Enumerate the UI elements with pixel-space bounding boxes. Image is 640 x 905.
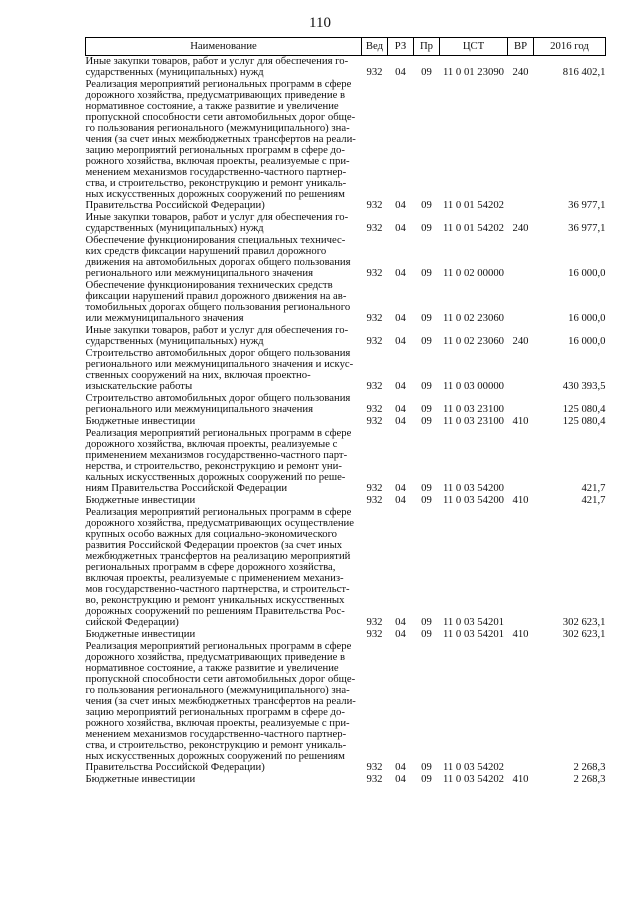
table-header-row — [86, 38, 606, 56]
row-vr — [508, 348, 534, 393]
table-row — [86, 774, 606, 786]
row-cst: 11 0 02 23060 — [442, 335, 505, 347]
row-name: Строительство автомобильных дорог общего пользования регионального или межмуниципального значения — [85, 392, 351, 415]
header-vr: ВР — [508, 38, 534, 56]
row-rz: 04 — [395, 380, 406, 392]
row-cst: 11 0 03 54200 — [442, 482, 505, 494]
row-amount: 36 977,1 — [568, 199, 606, 211]
row-amount: 16 000,0 — [568, 267, 606, 279]
header-ved: Вед — [362, 38, 388, 56]
row-rz: 04 — [395, 628, 406, 640]
row-rz: 04 — [395, 312, 406, 324]
row-vr — [508, 428, 534, 495]
table-row — [86, 641, 606, 774]
table-row — [86, 393, 606, 416]
row-name: Реализация мероприятий региональных программ в сфере дорожного хозяйства, предусматривающих приведение в нормативное состояние, а также развитие и увеличение пропускной способности сети автомобильных дорог обще- го пользования регионального (межмуниципального) зна- чения (за счет иных межбюджетных трансфертов на реали- зацию мероприятий региональных программ в сфере до- рожного хозяйства, включая проекты, реализуемые с при- менением механизмов государственно-частного партнер- ства, и строительство, реконструкцию и ремонт уникаль- ных искусственных дорожных сооружений по решениям Правительства Российской Федерации) — [85, 78, 356, 211]
row-cst: 11 0 03 23100 — [442, 403, 505, 415]
row-cst: 11 0 03 00000 — [442, 380, 505, 392]
row-amount: 16 000,0 — [568, 312, 606, 324]
row-cst: 11 0 03 54201 — [442, 628, 505, 640]
table-row — [86, 212, 606, 235]
row-amount: 816 402,1 — [562, 66, 606, 78]
row-rz: 04 — [395, 415, 406, 427]
row-vr: 410 — [512, 773, 529, 785]
row-pr: 09 — [421, 222, 432, 234]
row-name: Иные закупки товаров, работ и услуг для обеспечения го- сударственных (муниципальных) нужд — [85, 324, 349, 347]
row-ved: 932 — [366, 761, 383, 773]
table-row — [86, 507, 606, 629]
row-pr: 09 — [421, 773, 432, 785]
row-pr: 09 — [421, 482, 432, 494]
row-cst: 11 0 01 23090 — [442, 66, 505, 78]
table-row — [86, 79, 606, 212]
table-row — [86, 280, 606, 325]
row-cst: 11 0 03 54202 — [442, 773, 505, 785]
row-amount: 430 393,5 — [562, 380, 606, 392]
page-number: 110 — [309, 15, 331, 31]
row-ved: 932 — [366, 494, 383, 506]
table-row — [86, 235, 606, 280]
row-vr: 410 — [512, 415, 529, 427]
row-amount: 302 623,1 — [562, 616, 606, 628]
row-vr: 240 — [512, 66, 529, 78]
row-cst: 11 0 02 00000 — [442, 267, 505, 279]
row-cst: 11 0 03 54202 — [442, 761, 505, 773]
row-name: Обеспечение функционирования технических средств фиксации нарушений правил дорожного движения на ав- томобильных дорогах общего пользования регионального или межмуниципального значения — [85, 279, 351, 324]
row-name: Иные закупки товаров, работ и услуг для обеспечения го- сударственных (муниципальных) нужд — [85, 55, 349, 78]
row-rz: 04 — [395, 616, 406, 628]
row-amount: 36 977,1 — [568, 222, 606, 234]
row-ved: 932 — [366, 616, 383, 628]
row-pr: 09 — [421, 335, 432, 347]
row-pr: 09 — [421, 267, 432, 279]
row-pr: 09 — [421, 415, 432, 427]
row-rz: 04 — [395, 335, 406, 347]
row-rz: 04 — [395, 267, 406, 279]
header-name: Наименование — [86, 38, 362, 56]
row-amount: 2 268,3 — [573, 773, 606, 785]
table-row — [86, 428, 606, 495]
row-amount: 302 623,1 — [562, 628, 606, 640]
row-vr: 410 — [512, 628, 529, 640]
row-rz: 04 — [395, 494, 406, 506]
row-name: Реализация мероприятий региональных программ в сфере дорожного хозяйства, предусматривающих приведение в нормативное состояние, а также развитие и увеличение пропускной способности сети автомобильных дорог обще- го пользования регионального (межмуниципального) зна- чения (за счет иных межбюджетных трансфертов на реали- зацию мероприятий региональных программ в сфере до- рожного хозяйства, включая проекты, реализуемые с при- менением механизмов государственно-частного партнер- ства, и строительство, реконструкцию и ремонт уникаль- ных искусственных дорожных сооружений по решениям Правительства Российской Федерации) — [85, 640, 356, 773]
row-cst: 11 0 03 23100 — [442, 415, 505, 427]
row-amount: 421,7 — [581, 494, 606, 506]
row-amount: 125 080,4 — [562, 403, 606, 415]
budget-table — [85, 37, 606, 786]
row-vr — [508, 393, 534, 416]
header-cst: ЦСТ — [440, 38, 508, 56]
header-pr: Пр — [414, 38, 440, 56]
row-vr — [508, 280, 534, 325]
row-name: Бюджетные инвестиции — [85, 494, 196, 506]
row-ved: 932 — [366, 628, 383, 640]
table-row — [86, 56, 606, 80]
row-ved: 932 — [366, 415, 383, 427]
row-name: Бюджетные инвестиции — [85, 628, 196, 640]
row-ved: 932 — [366, 222, 383, 234]
row-rz: 04 — [395, 403, 406, 415]
row-name: Строительство автомобильных дорог общего пользования регионального или межмуниципального значения и искус- ственных сооружений на них, включая проектно- изыскательские работы — [85, 347, 354, 392]
row-ved: 932 — [366, 335, 383, 347]
row-vr: 410 — [512, 494, 529, 506]
row-pr: 09 — [421, 380, 432, 392]
row-ved: 932 — [366, 312, 383, 324]
row-name: Бюджетные инвестиции — [85, 773, 196, 785]
row-pr: 09 — [421, 199, 432, 211]
row-vr — [508, 507, 534, 629]
row-name: Реализация мероприятий региональных программ в сфере дорожного хозяйства, предусматривающих осуществление крупных особо важных для социально-экономического развития Российской Федерации проектов (за счет иных межбюджетных трансфертов на реализацию мероприятий региональных программ в сфере дорожного хозяйства, включая проекты, реализуемые с применением механиз- мов государственно-частного партнерства, и строительст- во, реконструкцию и ремонт уникальных искусственных дорожных сооружений по решениям Правительства Рос- сийской Федерации) — [85, 506, 355, 628]
row-ved: 932 — [366, 380, 383, 392]
row-amount: 2 268,3 — [573, 761, 606, 773]
row-vr — [508, 235, 534, 280]
row-ved: 932 — [366, 482, 383, 494]
row-vr: 240 — [512, 222, 529, 234]
row-pr: 09 — [421, 66, 432, 78]
row-vr: 240 — [512, 335, 529, 347]
row-rz: 04 — [395, 66, 406, 78]
row-name: Обеспечение функционирования специальных техничес- ких средств фиксации нарушений правил дорожного движения на автомобильных дорогах общего пользования регионального или межмуниципального значения — [85, 234, 351, 279]
row-ved: 932 — [366, 66, 383, 78]
header-rz: РЗ — [388, 38, 414, 56]
row-rz: 04 — [395, 761, 406, 773]
row-vr — [508, 79, 534, 212]
row-name: Реализация мероприятий региональных программ в сфере дорожного хозяйства, включая проекты, реализуемые с применением механизмов государственно-частного парт- нерства, и строительство, реконструкцию и ремонт уни- кальных искусственных дорожных сооружений по реше- ниям Правительства Российской Федерации — [85, 427, 352, 494]
row-vr — [508, 641, 534, 774]
row-amount: 421,7 — [581, 482, 606, 494]
row-name: Иные закупки товаров, работ и услуг для обеспечения го- сударственных (муниципальных) нужд — [85, 211, 349, 234]
table-row — [86, 325, 606, 348]
row-pr: 09 — [421, 403, 432, 415]
row-cst: 11 0 02 23060 — [442, 312, 505, 324]
table-row — [86, 348, 606, 393]
header-year: 2016 год — [534, 38, 606, 56]
row-cst: 11 0 03 54201 — [442, 616, 505, 628]
row-pr: 09 — [421, 312, 432, 324]
row-pr: 09 — [421, 761, 432, 773]
row-cst: 11 0 03 54200 — [442, 494, 505, 506]
row-amount: 16 000,0 — [568, 335, 606, 347]
row-pr: 09 — [421, 494, 432, 506]
row-cst: 11 0 01 54202 — [442, 222, 505, 234]
row-cst: 11 0 01 54202 — [442, 199, 505, 211]
row-name: Бюджетные инвестиции — [85, 415, 196, 427]
row-pr: 09 — [421, 628, 432, 640]
table-body — [86, 56, 606, 787]
row-rz: 04 — [395, 482, 406, 494]
row-pr: 09 — [421, 616, 432, 628]
row-rz: 04 — [395, 773, 406, 785]
row-rz: 04 — [395, 222, 406, 234]
row-amount: 125 080,4 — [562, 415, 606, 427]
row-ved: 932 — [366, 267, 383, 279]
row-ved: 932 — [366, 403, 383, 415]
row-ved: 932 — [366, 199, 383, 211]
row-rz: 04 — [395, 199, 406, 211]
row-ved: 932 — [366, 773, 383, 785]
